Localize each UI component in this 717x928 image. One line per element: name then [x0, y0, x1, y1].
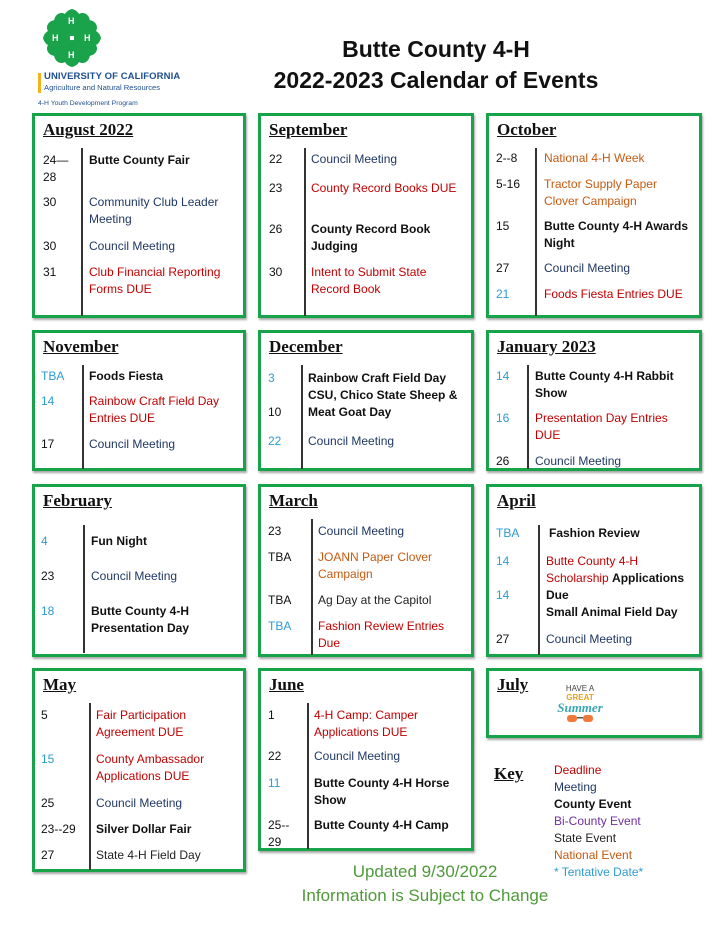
event-date: 4 [41, 534, 48, 548]
svg-text:H: H [52, 33, 59, 43]
svg-text:H: H [68, 16, 75, 26]
event-date: 23--29 [41, 822, 76, 836]
month-title: August 2022 [43, 120, 134, 139]
month-title: November [43, 337, 119, 356]
event-text [546, 553, 696, 604]
month-may [32, 668, 246, 872]
month-july [486, 668, 702, 738]
event-text: Council Meeting [89, 239, 176, 253]
event-date: 5 [41, 708, 48, 722]
event-date: 23 [41, 569, 55, 583]
program-name: 4-H Youth Development Program [38, 100, 138, 107]
event-date: 26 [269, 222, 283, 236]
event-text: Council Meeting [544, 261, 631, 275]
event-date: 23 [268, 524, 282, 538]
event-date: 31 [43, 265, 57, 279]
divider [83, 525, 85, 653]
event-date: 30 [43, 239, 57, 253]
title-line-2: 2022-2023 Calendar of Events [273, 67, 599, 93]
month-title: September [269, 120, 348, 139]
event-date: 3 [268, 371, 275, 385]
divider [81, 148, 83, 316]
event-text: Council Meeting [308, 434, 395, 448]
event-text: Club Financial Reporting Forms DUE [89, 265, 221, 296]
event-text: Council Meeting [314, 749, 401, 763]
key-title: Key [494, 764, 524, 783]
event-date: 10 [268, 405, 282, 419]
event-date: 27 [41, 848, 55, 862]
divider [307, 703, 309, 849]
event-text: Council Meeting [318, 524, 405, 538]
event-date: 21 [496, 287, 510, 301]
month-title: July [497, 675, 529, 694]
event-text: Presentation Day Entries DUE [535, 411, 668, 442]
month-march [258, 484, 474, 657]
month-june [258, 668, 474, 851]
month-title: May [43, 675, 77, 694]
graphic-line-2: GREAT [566, 693, 594, 702]
divider [89, 703, 91, 870]
month-september [258, 113, 474, 318]
event-date: 26 [496, 454, 510, 468]
event-text: State 4-H Field Day [96, 848, 201, 862]
division-name: Agriculture and Natural Resources [44, 83, 161, 92]
event-text-part: Applications Due [546, 571, 685, 602]
event-date: 22 [268, 434, 282, 448]
event-text: National 4-H Week [544, 151, 645, 165]
key-tentative-date: * Tentative Date* [554, 865, 644, 879]
event-text: Community Club Leader Meeting [89, 195, 219, 226]
graphic-line-3: Summer [557, 700, 603, 715]
event-text: Rainbow Craft Field Day [308, 371, 447, 385]
page-title [216, 34, 656, 96]
event-date: 27 [496, 632, 510, 646]
event-text: Butte County 4-H Horse Show [314, 776, 450, 807]
updated-date: Updated 9/30/2022 [352, 862, 498, 881]
event-date: 15 [496, 219, 510, 233]
month-title: April [497, 491, 536, 510]
event-date: 18 [41, 604, 55, 618]
month-november [32, 330, 246, 471]
event-text: Council Meeting [311, 152, 398, 166]
month-april [486, 484, 702, 657]
month-october [486, 113, 702, 318]
event-date: TBA [496, 526, 520, 540]
event-date: 27 [496, 261, 510, 275]
event-text: Rainbow Craft Field Day Entries DUE [89, 394, 220, 425]
ucanr-4h-logo [34, 8, 204, 108]
divider [527, 365, 529, 469]
event-date: 30 [269, 265, 283, 279]
divider [538, 525, 540, 655]
divider [82, 365, 84, 469]
event-date: 22 [268, 749, 282, 763]
event-text: Fashion Review Entries Due [318, 619, 445, 650]
event-date: 25-- 29 [268, 818, 290, 849]
month-title: October [497, 120, 557, 139]
event-text: Foods Fiesta Entries DUE [544, 287, 683, 301]
event-text: Small Animal Field Day [546, 605, 678, 619]
svg-text:H: H [84, 33, 91, 43]
event-date: 1 [268, 708, 275, 722]
event-date: 14 [41, 394, 55, 408]
event-date: TBA [268, 619, 292, 633]
event-date: TBA [268, 593, 292, 607]
sunglasses-icon [567, 715, 593, 722]
event-date: 17 [41, 437, 55, 451]
event-date: 14 [496, 554, 510, 568]
four-h-clover-icon [42, 8, 102, 68]
month-january [486, 330, 702, 471]
event-text: Council Meeting [91, 569, 178, 583]
event-date: 14 [496, 369, 510, 383]
event-text: Butte County Fair [89, 153, 190, 167]
key-meeting: Meeting [554, 780, 597, 794]
event-date: 24— 28 [43, 153, 69, 184]
university-name: UNIVERSITY OF CALIFORNIA [44, 71, 181, 82]
event-text: 4-H Camp: Camper Applications DUE [314, 708, 419, 739]
have-a-great-summer-graphic [549, 681, 611, 725]
event-text: Council Meeting [96, 796, 183, 810]
divider [304, 148, 306, 316]
event-text: Silver Dollar Fair [96, 822, 192, 836]
event-text: Butte County 4-H Presentation Day [91, 604, 190, 635]
event-text: Tractor Supply Paper Clover Campaign [544, 177, 657, 208]
event-text: Council Meeting [535, 454, 622, 468]
svg-text:H: H [68, 50, 75, 60]
key-national-event: National Event [554, 848, 633, 862]
month-title: June [269, 675, 304, 694]
graphic-line-1: HAVE A [565, 684, 595, 693]
event-text: County Record Book Judging [311, 222, 431, 253]
divider [311, 519, 313, 655]
event-text: Fair Participation Agreement DUE [96, 708, 187, 739]
event-date: 22 [269, 152, 283, 166]
event-text: County Ambassador Applications DUE [96, 752, 205, 783]
event-text: Fun Night [91, 534, 147, 548]
event-text: JOANN Paper Clover Campaign [318, 550, 433, 581]
month-august [32, 113, 246, 318]
event-date: 11 [268, 776, 281, 790]
title-line-1: Butte County 4-H [342, 36, 530, 62]
key-deadline: Deadline [554, 763, 602, 777]
event-date: TBA [268, 550, 292, 564]
event-text: Council Meeting [89, 437, 176, 451]
month-title: December [269, 337, 343, 356]
event-date: TBA [41, 369, 65, 383]
event-date: 16 [496, 411, 510, 425]
event-date: 2--8 [496, 151, 518, 165]
event-text: Fashion Review [549, 526, 640, 540]
event-text: Council Meeting [546, 632, 633, 646]
uc-accent-bar [38, 73, 41, 93]
event-date: 25 [41, 796, 55, 810]
subject-to-change-notice: Information is Subject to Change [301, 886, 549, 905]
event-text: Ag Day at the Capitol [318, 593, 432, 607]
event-text-part: Butte County 4-H Scholarship [546, 554, 639, 585]
event-text: County Record Books DUE [311, 181, 457, 195]
event-text: Foods Fiesta [89, 369, 164, 383]
month-february [32, 484, 246, 657]
event-text: Intent to Submit State Record Book [311, 265, 427, 296]
month-title: February [43, 491, 112, 510]
event-text: Butte County 4-H Camp [314, 818, 449, 832]
divider [301, 365, 303, 469]
key-bi-county-event: Bi-County Event [554, 814, 641, 828]
month-title: January 2023 [497, 337, 596, 356]
key-county-event: County Event [554, 797, 632, 811]
month-december [258, 330, 474, 471]
event-text: Butte County 4-H Awards Night [544, 219, 689, 250]
month-title: March [269, 491, 318, 510]
event-date: 15 [41, 752, 55, 766]
event-date: 14 [496, 588, 510, 602]
key-state-event: State Event [554, 831, 617, 845]
event-date: 23 [269, 181, 283, 195]
event-date: 5-16 [496, 177, 521, 191]
event-text: Butte County 4-H Rabbit Show [535, 369, 674, 400]
event-text: CSU, Chico State Sheep & Meat Goat Day [308, 388, 458, 419]
event-date: 30 [43, 195, 57, 209]
divider [535, 148, 537, 316]
